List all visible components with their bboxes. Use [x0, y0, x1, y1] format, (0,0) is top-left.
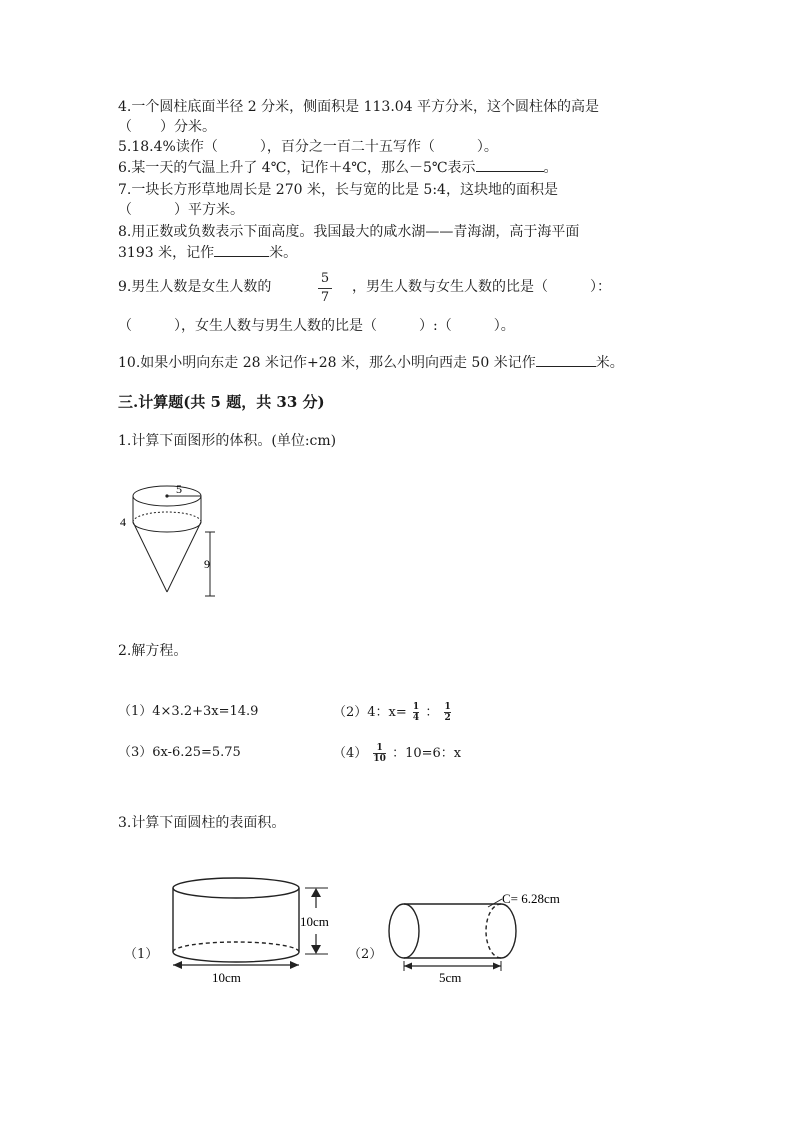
fraction-1-10	[373, 743, 386, 764]
fraction-1-4	[413, 702, 419, 723]
fraction-bar	[318, 288, 332, 289]
question-10	[118, 352, 624, 373]
question-7-line-2: （ ）平方米。	[118, 202, 244, 218]
cylinder-cone-figure	[112, 482, 222, 602]
cylinder-front-ellipse	[389, 904, 419, 958]
circumference-leader-line	[488, 899, 502, 907]
question-8-unit: 米。	[269, 245, 298, 261]
equation-1: （1）4×3.2+3x=14.9	[118, 704, 259, 719]
fraction-denominator: 2	[444, 713, 451, 723]
fraction-numerator: 1	[412, 702, 420, 712]
ratio-colon: ：	[425, 705, 439, 720]
question-10-text: 10.如果小明向东走 28 米记作+28 米，那么小明向西走 50 米记作	[118, 355, 536, 371]
question-4-line-2: （ ）分米。	[118, 119, 216, 135]
question-6-end: 。	[543, 160, 558, 176]
equation-2	[333, 702, 453, 723]
equation-4	[333, 743, 461, 764]
question-9-text-b: ，男生人数与女生人数的比是（ ）：	[352, 279, 611, 295]
cylinder-back-hidden-arc	[486, 904, 501, 958]
equation-2-text: （2）4：x=	[333, 705, 407, 720]
arrow-head-right	[493, 963, 501, 970]
figure-2-label: （2）	[348, 947, 383, 962]
cylinder-bottom-arc	[133, 522, 201, 532]
equation-4-label: （4）	[333, 746, 368, 761]
diameter-label: 10cm	[212, 970, 241, 985]
cone-left-edge	[133, 522, 167, 592]
question-9-text-a: 9.男生人数是女生人数的	[118, 279, 272, 295]
question-6-text: 6.某一天的气温上升了 4℃，记作＋4℃，那么－5℃表示	[118, 160, 476, 176]
question-8-line-2	[118, 242, 297, 263]
fraction-denominator: 7	[320, 290, 330, 305]
cylinder-bottom-arc	[173, 952, 299, 962]
cylinder-2-figure	[380, 885, 580, 985]
cylinder-height-label: 4	[120, 515, 126, 529]
section-3-heading: 三.计算题(共 5 题，共 33 分)	[118, 393, 325, 411]
height-label: 10cm	[300, 914, 329, 929]
circumference-label: C= 6.28cm	[502, 891, 560, 906]
equation-3: （3）6x-6.25=5.75	[118, 745, 241, 760]
answer-blank	[214, 242, 269, 257]
question-4-line-1: 4.一个圆柱底面半径 2 分米，侧面积是 113.04 平方分米，这个圆柱体的高是	[118, 99, 600, 115]
figure-1-label: （1）	[124, 947, 159, 962]
length-label: 5cm	[439, 970, 462, 985]
fraction-1-2	[444, 702, 450, 723]
fraction-denominator: 10	[373, 754, 386, 764]
question-6	[118, 157, 558, 178]
radius-label: 5	[176, 482, 182, 496]
answer-blank	[536, 352, 596, 367]
question-5: 5.18.4%读作（ ），百分之一百二十五写作（ ）。	[118, 139, 498, 155]
problem-2-prompt: 2.解方程。	[118, 643, 188, 659]
question-10-unit: 米。	[595, 355, 624, 371]
fraction-numerator: 5	[320, 271, 330, 286]
question-9-line-2: （ ），女生人数与男生人数的比是（ ）:（ ）。	[118, 318, 515, 334]
cylinder-bottom-hidden-arc	[173, 942, 299, 952]
cylinder-top-ellipse	[173, 878, 299, 898]
cone-height-label: 9	[204, 557, 210, 571]
fraction-denominator: 4	[412, 713, 420, 723]
cylinder-1-figure	[160, 870, 370, 988]
question-8-line-1: 8.用正数或负数表示下面高度。我国最大的咸水湖——青海湖，高于海平面	[118, 224, 580, 240]
question-8-text: 3193 米，记作	[118, 245, 215, 261]
fraction-numerator: 1	[376, 743, 383, 753]
cone-right-edge	[167, 522, 201, 592]
question-7-line-1: 7.一块长方形草地周长是 270 米，长与宽的比是 5:4，这块地的面积是	[118, 182, 558, 198]
fraction-5-7	[318, 271, 332, 306]
fraction-numerator: 1	[444, 702, 451, 712]
arrow-head-right	[290, 961, 299, 969]
cylinder-bottom-hidden-arc	[133, 512, 201, 522]
arrow-head-up	[311, 888, 321, 897]
answer-blank	[476, 157, 544, 172]
problem-3-prompt: 3.计算下面圆柱的表面积。	[118, 815, 286, 831]
center-point	[165, 494, 168, 497]
problem-1-prompt: 1.计算下面图形的体积。(单位:cm)	[118, 433, 337, 449]
arrow-head-left	[404, 963, 412, 970]
arrow-head-left	[173, 961, 182, 969]
equation-4-text: ：10=6：x	[392, 746, 462, 761]
arrow-head-down	[311, 945, 321, 954]
cylinder-back-arc	[501, 904, 516, 958]
